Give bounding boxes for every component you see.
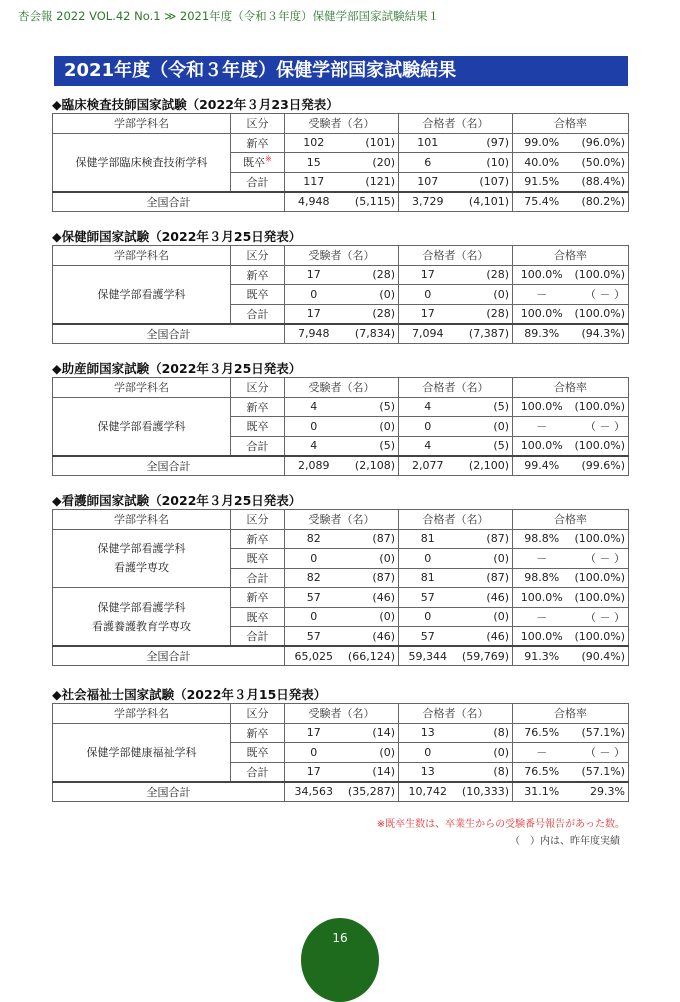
total-passers-prev-value: (10,333)	[457, 782, 513, 802]
col-header-examinees: 受験者（名）	[285, 246, 399, 266]
table-row	[53, 588, 629, 608]
national-total-label: 全国合計	[53, 324, 285, 344]
category-cell	[231, 743, 285, 763]
header-row	[53, 246, 629, 266]
dept-name	[53, 588, 231, 647]
page-number: 16	[301, 918, 379, 1002]
total-passers-value: 59,344	[399, 646, 457, 666]
col-header-passers: 合格者（名）	[399, 704, 513, 724]
examinees-prev-value: (87)	[343, 529, 399, 549]
passers-value: 101	[399, 133, 457, 153]
total-examinees-value: 4,948	[285, 192, 343, 212]
col-header-examinees: 受験者（名）	[285, 378, 399, 398]
passers-value: 0	[399, 549, 457, 569]
national-total-label: 全国合計	[53, 782, 285, 802]
results-table	[52, 377, 629, 476]
passers-value: 17	[399, 265, 457, 285]
category-cell	[231, 529, 285, 549]
category-label: 新卒	[246, 726, 269, 740]
section-title: ◆助産師国家試験（2022年３月25日発表）	[52, 361, 302, 376]
examinees-prev-value: (46)	[343, 627, 399, 647]
examinees-prev-value: (0)	[343, 417, 399, 437]
examinees-value: 82	[285, 568, 343, 588]
category-label: 合計	[246, 307, 269, 321]
national-total-label: 全国合計	[53, 456, 285, 476]
passers-prev-value: (87)	[457, 568, 513, 588]
dept-name-line: 看護養護教育学専攻	[92, 619, 191, 633]
category-label: 合計	[246, 571, 269, 585]
col-header-passers: 合格者（名）	[399, 114, 513, 134]
dept-name-line: 保健学部健康福祉学科	[86, 745, 197, 759]
col-header-category: 区分	[231, 510, 285, 530]
examinees-prev-value: (14)	[343, 762, 399, 782]
header-row	[53, 378, 629, 398]
examinees-prev-value: (28)	[343, 304, 399, 324]
national-total-row	[53, 192, 629, 212]
total-passers-prev-value: (2,100)	[457, 456, 513, 476]
total-pass-rate-prev-value: (94.3%)	[571, 324, 629, 344]
passers-value: 0	[399, 285, 457, 305]
passers-value: 13	[399, 762, 457, 782]
total-passers-value: 3,729	[399, 192, 457, 212]
col-header-examinees: 受験者（名）	[285, 704, 399, 724]
passers-prev-value: (97)	[457, 133, 513, 153]
pass-rate-value: －	[513, 549, 571, 569]
examinees-value: 15	[285, 153, 343, 173]
category-cell	[231, 762, 285, 782]
passers-prev-value: (107)	[457, 172, 513, 192]
table-row	[53, 723, 629, 743]
total-pass-rate-value: 91.3%	[513, 646, 571, 666]
col-header-dept: 学部学科名	[53, 114, 231, 134]
col-header-pass-rate: 合格率	[513, 704, 629, 724]
total-examinees-value: 7,948	[285, 324, 343, 344]
examinees-value: 4	[285, 436, 343, 456]
examinees-prev-value: (101)	[343, 133, 399, 153]
total-pass-rate-prev-value: (90.4%)	[571, 646, 629, 666]
pass-rate-value: 100.0%	[513, 304, 571, 324]
section-title: ◆看護師国家試験（2022年３月25日発表）	[52, 493, 302, 508]
dept-name-line: 保健学部看護学科	[97, 542, 186, 556]
header-row	[53, 510, 629, 530]
category-cell	[231, 417, 285, 437]
passers-prev-value: (46)	[457, 627, 513, 647]
examinees-value: 0	[285, 549, 343, 569]
pass-rate-value: 76.5%	[513, 723, 571, 743]
total-examinees-prev-value: (5,115)	[343, 192, 399, 212]
total-examinees-prev-value: (7,834)	[343, 324, 399, 344]
examinees-value: 117	[285, 172, 343, 192]
section-title: ◆保健師国家試験（2022年３月25日発表）	[52, 229, 302, 244]
dept-name-line: 保健学部看護学科	[97, 419, 186, 433]
col-header-category: 区分	[231, 704, 285, 724]
note-mark: ※	[265, 154, 272, 164]
passers-value: 57	[399, 627, 457, 647]
passers-prev-value: (0)	[457, 285, 513, 305]
pass-rate-value: 76.5%	[513, 762, 571, 782]
dept-name	[53, 397, 231, 456]
dept-name	[53, 265, 231, 324]
pass-rate-prev-value: (57.1%)	[571, 723, 629, 743]
total-pass-rate-prev-value: 29.3%	[571, 782, 629, 802]
total-passers-prev-value: (7,387)	[457, 324, 513, 344]
category-cell	[231, 627, 285, 647]
pass-rate-prev-value: (50.0%)	[571, 153, 629, 173]
table-row	[53, 397, 629, 417]
note-previous-year: （ ）内は、昨年度実績	[510, 836, 620, 847]
passers-value: 17	[399, 304, 457, 324]
category-cell	[231, 723, 285, 743]
examinees-prev-value: (0)	[343, 607, 399, 627]
total-passers-prev-value: (4,101)	[457, 192, 513, 212]
dept-name-line: 保健学部臨床検査技術学科	[75, 155, 208, 169]
dept-name-line: 保健学部看護学科	[97, 600, 186, 614]
pass-rate-prev-value: (100.0%)	[571, 529, 629, 549]
category-label: 合計	[246, 765, 269, 779]
national-total-row	[53, 456, 629, 476]
category-label: 既卒	[246, 288, 269, 302]
results-table	[52, 509, 629, 666]
category-label: 合計	[246, 175, 269, 189]
examinees-prev-value: (46)	[343, 588, 399, 608]
passers-prev-value: (46)	[457, 588, 513, 608]
passers-prev-value: (28)	[457, 304, 513, 324]
passers-value: 4	[399, 397, 457, 417]
col-header-dept: 学部学科名	[53, 378, 231, 398]
category-cell	[231, 568, 285, 588]
col-header-passers: 合格者（名）	[399, 510, 513, 530]
pass-rate-value: 91.5%	[513, 172, 571, 192]
total-pass-rate-value: 99.4%	[513, 456, 571, 476]
total-examinees-value: 34,563	[285, 782, 343, 802]
table-row	[53, 529, 629, 549]
pass-rate-prev-value: (100.0%)	[571, 568, 629, 588]
total-examinees-prev-value: (35,287)	[343, 782, 399, 802]
examinees-value: 17	[285, 304, 343, 324]
examinees-prev-value: (5)	[343, 436, 399, 456]
col-header-pass-rate: 合格率	[513, 246, 629, 266]
running-header: 杏会報 2022 VOL.42 No.1 ≫ 2021年度（令和３年度）保健学部国家試験結果１	[18, 9, 440, 23]
national-total-row	[53, 324, 629, 344]
category-label: 既卒	[246, 552, 269, 566]
pass-rate-prev-value: （ － ）	[571, 417, 629, 437]
passers-value: 0	[399, 607, 457, 627]
examinees-value: 57	[285, 588, 343, 608]
total-passers-value: 7,094	[399, 324, 457, 344]
examinees-value: 17	[285, 762, 343, 782]
pass-rate-prev-value: (57.1%)	[571, 762, 629, 782]
dept-name-line: 看護学専攻	[114, 561, 169, 575]
pass-rate-prev-value: (88.4%)	[571, 172, 629, 192]
passers-prev-value: (8)	[457, 762, 513, 782]
examinees-prev-value: (28)	[343, 265, 399, 285]
col-header-examinees: 受験者（名）	[285, 510, 399, 530]
passers-prev-value: (87)	[457, 529, 513, 549]
total-pass-rate-value: 89.3%	[513, 324, 571, 344]
section-title: ◆臨床検査技師国家試験（2022年３月23日発表）	[52, 97, 339, 112]
pass-rate-value: 100.0%	[513, 436, 571, 456]
passers-prev-value: (28)	[457, 265, 513, 285]
header-row	[53, 114, 629, 134]
passers-prev-value: (0)	[457, 743, 513, 763]
total-examinees-prev-value: (2,108)	[343, 456, 399, 476]
total-passers-prev-value: (59,769)	[457, 646, 513, 666]
pass-rate-value: －	[513, 285, 571, 305]
passers-value: 13	[399, 723, 457, 743]
results-table	[52, 113, 629, 212]
pass-rate-value: 100.0%	[513, 588, 571, 608]
category-cell	[231, 588, 285, 608]
col-header-dept: 学部学科名	[53, 510, 231, 530]
category-label: 新卒	[246, 136, 269, 150]
examinees-prev-value: (14)	[343, 723, 399, 743]
header-row	[53, 704, 629, 724]
category-cell	[231, 153, 285, 173]
category-label: 既卒	[243, 156, 266, 170]
col-header-dept: 学部学科名	[53, 246, 231, 266]
passers-value: 81	[399, 568, 457, 588]
col-header-pass-rate: 合格率	[513, 378, 629, 398]
category-cell	[231, 133, 285, 153]
col-header-pass-rate: 合格率	[513, 114, 629, 134]
category-cell	[231, 265, 285, 285]
category-cell	[231, 607, 285, 627]
pass-rate-value: 100.0%	[513, 397, 571, 417]
category-cell	[231, 397, 285, 417]
dept-name	[53, 133, 231, 192]
exam-section	[52, 228, 628, 344]
pass-rate-value: 98.8%	[513, 568, 571, 588]
category-label: 新卒	[246, 268, 269, 282]
category-label: 既卒	[246, 420, 269, 434]
passers-prev-value: (8)	[457, 723, 513, 743]
results-table	[52, 703, 629, 802]
pass-rate-value: －	[513, 417, 571, 437]
total-passers-value: 10,742	[399, 782, 457, 802]
passers-prev-value: (5)	[457, 436, 513, 456]
national-total-label: 全国合計	[53, 646, 285, 666]
category-label: 新卒	[246, 400, 269, 414]
category-label: 合計	[246, 630, 269, 643]
category-label: 既卒	[246, 610, 269, 624]
examinees-value: 0	[285, 285, 343, 305]
pass-rate-prev-value: (100.0%)	[571, 627, 629, 647]
category-label: 既卒	[246, 746, 269, 760]
pass-rate-prev-value: (100.0%)	[571, 265, 629, 285]
pass-rate-value: －	[513, 743, 571, 763]
examinees-prev-value: (87)	[343, 568, 399, 588]
category-label: 新卒	[246, 532, 269, 546]
col-header-passers: 合格者（名）	[399, 246, 513, 266]
examinees-value: 0	[285, 743, 343, 763]
page-title-banner: 2021年度（令和３年度）保健学部国家試験結果	[54, 56, 628, 86]
pass-rate-prev-value: （ － ）	[571, 743, 629, 763]
examinees-prev-value: (0)	[343, 285, 399, 305]
examinees-prev-value: (121)	[343, 172, 399, 192]
examinees-value: 0	[285, 607, 343, 627]
passers-prev-value: (0)	[457, 549, 513, 569]
category-label: 合計	[246, 439, 269, 453]
total-passers-value: 2,077	[399, 456, 457, 476]
passers-value: 4	[399, 436, 457, 456]
exam-section	[52, 96, 628, 212]
total-examinees-value: 2,089	[285, 456, 343, 476]
examinees-value: 82	[285, 529, 343, 549]
pass-rate-value: －	[513, 607, 571, 627]
category-cell	[231, 304, 285, 324]
pass-rate-value: 100.0%	[513, 627, 571, 647]
col-header-dept: 学部学科名	[53, 704, 231, 724]
col-header-category: 区分	[231, 114, 285, 134]
category-label: 新卒	[246, 591, 269, 605]
section-title: ◆社会福祉士国家試験（2022年３月15日発表）	[52, 687, 327, 702]
passers-value: 107	[399, 172, 457, 192]
category-cell	[231, 285, 285, 305]
examinees-prev-value: (0)	[343, 743, 399, 763]
passers-value: 57	[399, 588, 457, 608]
pass-rate-prev-value: （ － ）	[571, 607, 629, 627]
examinees-value: 17	[285, 723, 343, 743]
col-header-pass-rate: 合格率	[513, 510, 629, 530]
national-total-row	[53, 782, 629, 802]
passers-prev-value: (0)	[457, 607, 513, 627]
examinees-prev-value: (5)	[343, 397, 399, 417]
col-header-examinees: 受験者（名）	[285, 114, 399, 134]
examinees-value: 57	[285, 627, 343, 647]
pass-rate-prev-value: (100.0%)	[571, 588, 629, 608]
examinees-value: 102	[285, 133, 343, 153]
pass-rate-value: 99.0%	[513, 133, 571, 153]
passers-prev-value: (10)	[457, 153, 513, 173]
passers-value: 0	[399, 417, 457, 437]
national-total-row	[53, 646, 629, 666]
pass-rate-prev-value: （ － ）	[571, 285, 629, 305]
pass-rate-prev-value: (100.0%)	[571, 397, 629, 417]
category-cell	[231, 172, 285, 192]
category-cell	[231, 436, 285, 456]
examinees-value: 4	[285, 397, 343, 417]
pass-rate-prev-value: (100.0%)	[571, 304, 629, 324]
results-table	[52, 245, 629, 344]
total-pass-rate-value: 75.4%	[513, 192, 571, 212]
table-row	[53, 133, 629, 153]
passers-value: 81	[399, 529, 457, 549]
pass-rate-value: 40.0%	[513, 153, 571, 173]
pass-rate-value: 100.0%	[513, 265, 571, 285]
examinees-prev-value: (0)	[343, 549, 399, 569]
passers-prev-value: (5)	[457, 397, 513, 417]
note-graduates: ※既卒生数は、卒業生からの受験番号報告があった数。	[376, 819, 625, 830]
category-cell	[231, 549, 285, 569]
examinees-value: 17	[285, 265, 343, 285]
dept-name	[53, 723, 231, 782]
passers-value: 6	[399, 153, 457, 173]
col-header-category: 区分	[231, 378, 285, 398]
dept-name	[53, 529, 231, 588]
exam-section	[52, 360, 628, 476]
table-row	[53, 265, 629, 285]
total-pass-rate-prev-value: (99.6%)	[571, 456, 629, 476]
total-examinees-prev-value: (66,124)	[343, 646, 399, 666]
col-header-category: 区分	[231, 246, 285, 266]
exam-section	[52, 492, 628, 666]
passers-prev-value: (0)	[457, 417, 513, 437]
examinees-prev-value: (20)	[343, 153, 399, 173]
examinees-value: 0	[285, 417, 343, 437]
pass-rate-prev-value: (96.0%)	[571, 133, 629, 153]
total-pass-rate-prev-value: (80.2%)	[571, 192, 629, 212]
col-header-passers: 合格者（名）	[399, 378, 513, 398]
national-total-label: 全国合計	[53, 192, 285, 212]
pass-rate-prev-value: (100.0%)	[571, 436, 629, 456]
passers-value: 0	[399, 743, 457, 763]
pass-rate-prev-value: （ － ）	[571, 549, 629, 569]
pass-rate-value: 98.8%	[513, 529, 571, 549]
dept-name-line: 保健学部看護学科	[97, 287, 186, 301]
total-pass-rate-value: 31.1%	[513, 782, 571, 802]
total-examinees-value: 65,025	[285, 646, 343, 666]
exam-section	[52, 686, 628, 802]
